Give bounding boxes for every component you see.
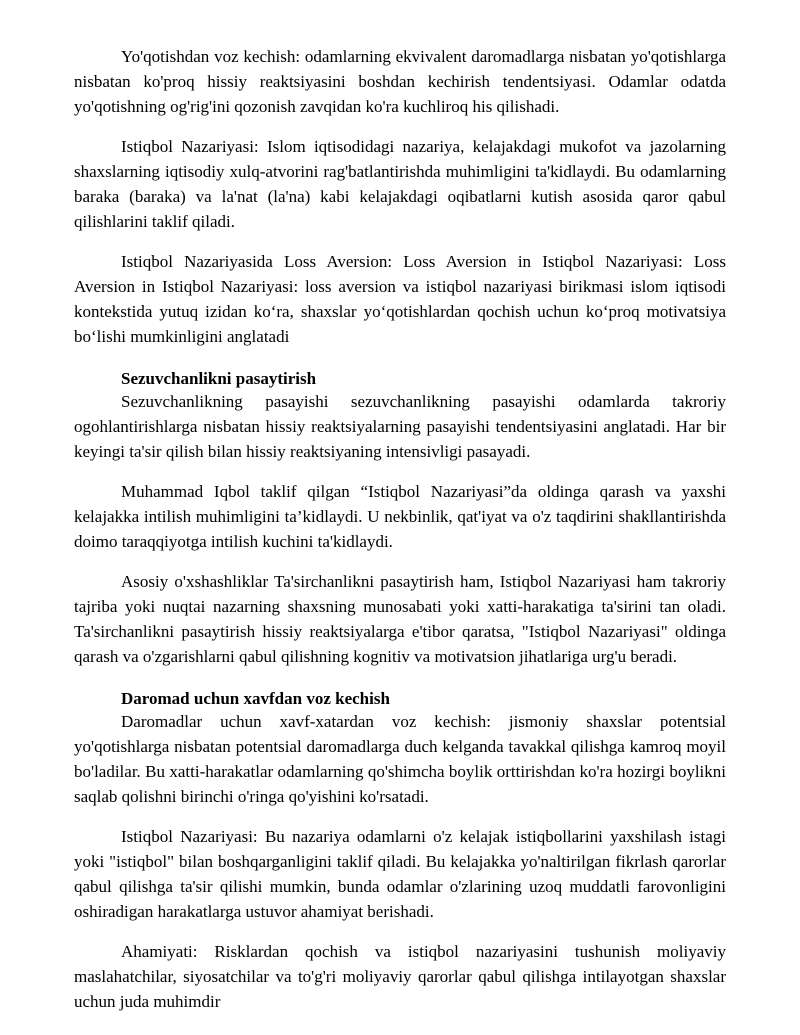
- section-heading-risk-aversion: Daromad uchun xavfdan voz kechish: [121, 689, 390, 708]
- paragraph-key-similarities: Asosiy o'xshashliklar Ta'sirchanlikni pasaytirish ham, Istiqbol Nazariyasi ham takroriy tajriba yoki nuqtai nazarning shaxsning munosabati yoki xatti-harakatiga ta'sirini tan oladi. Ta'sirchanlikni pasaytirish hissiy reaktsiyalarga e'tibor qaratsa, "Istiqbol Nazariyasi" oldinga qarash va o'zgarishlarni qabul qilishning kognitiv va motivatsion jihatlariga urg'u beradi.: [74, 572, 726, 666]
- paragraph-muhammad-iqbol: Muhammad Iqbol taklif qilgan “Istiqbol Nazariyasi”da oldinga qarash va yaxshi kelajakka intilish muhimligini ta’kidlaydi. U nekbinlik, qat'iyat va o'z taqdirini shakllantirishda doimo taraqqiyotga intilish kuchini ta'kidlaydi.: [74, 482, 726, 551]
- paragraph-significance: Ahamiyati: Risklardan qochish va istiqbol nazariyasini tushunish moliyaviy maslahatchilar, siyosatchilar va to'g'ri moliyaviy qarorlar qabul qilishga intilayotgan shaxslar uchun juda muhimdir: [74, 942, 726, 1011]
- section-heading-desensitization: Sezuvchanlikni pasaytirish: [121, 369, 317, 388]
- paragraph-loss-aversion: Yo'qotishdan voz kechish: odamlarning ekvivalent daromadlarga nisbatan yo'qotishlarga nisbatan ko'proq hissiy reaktsiyasini boshdan kechirish tendentsiyasi. Odamlar odatda yo'qotishning og'rig'ini qozonish zavqidan ko'ra kuchliroq his qilishadi.: [74, 47, 726, 116]
- paragraph-desensitization: Sezuvchanlikning pasayishi sezuvchanlikning pasayishi odamlarda takroriy ogohlantirishlarga nisbatan hissiy reaktsiyalarning pasayishi tendentsiyasini anglatadi. Har bir keyingi ta'sir qilish bilan hissiy reaktsiyaning intensivligi pasayadi.: [74, 392, 726, 461]
- paragraph-istiqbol-theory-2: Istiqbol Nazariyasi: Bu nazariya odamlarni o'z kelajak istiqbollarini yaxshilash istagi yoki "istiqbol" bilan boshqarganligini taklif qiladi. Bu kelajakka yo'naltirilgan fikrlash qarorlar qabul qilishga ta'sir qilishi mumkin, bunda odamlar o'zlarining uzoq muddatli farovonligini oshiradigan harakatlarga ustuvor ahamiyat berishadi.: [74, 827, 726, 921]
- paragraph-loss-aversion-in-istiqbol: Istiqbol Nazariyasida Loss Aversion: Loss Aversion in Istiqbol Nazariyasi: Loss Aversion in Istiqbol Nazariyasi: loss aversion va istiqbol nazariyasi birikmasi islom iqtisodi kontekstida yutuq izidan ko‘ra, shaxslar yo‘qotishlardan qochish uchun ko‘proq motivatsiya bo‘lishi mumkinligini anglatadi: [74, 252, 726, 346]
- paragraph-istiqbol-theory: Istiqbol Nazariyasi: Islom iqtisodidagi nazariya, kelajakdagi mukofot va jazolarning shaxslarning iqtisodiy xulq-atvorini rag'batlantirishda muhimligini ta'kidlaydi. Bu odamlarning baraka (baraka) va la'nat (la'na) kabi kelajakdagi oqibatlarni kutish asosida qaror qabul qilishlarini taklif qiladi.: [74, 137, 726, 231]
- paragraph-risk-aversion-gains: Daromadlar uchun xavf-xatardan voz kechish: jismoniy shaxslar potentsial yo'qotishlarga nisbatan potentsial daromadlarga duch kelganda tavakkal qilishga kamroq moyil bo'ladilar. Bu xatti-harakatlar odamlarning qo'shimcha boylik orttirishdan ko'ra hozirgi boylikni saqlab qolishni birinchi o'ringa qo'yishini ko'rsatadi.: [74, 712, 726, 806]
